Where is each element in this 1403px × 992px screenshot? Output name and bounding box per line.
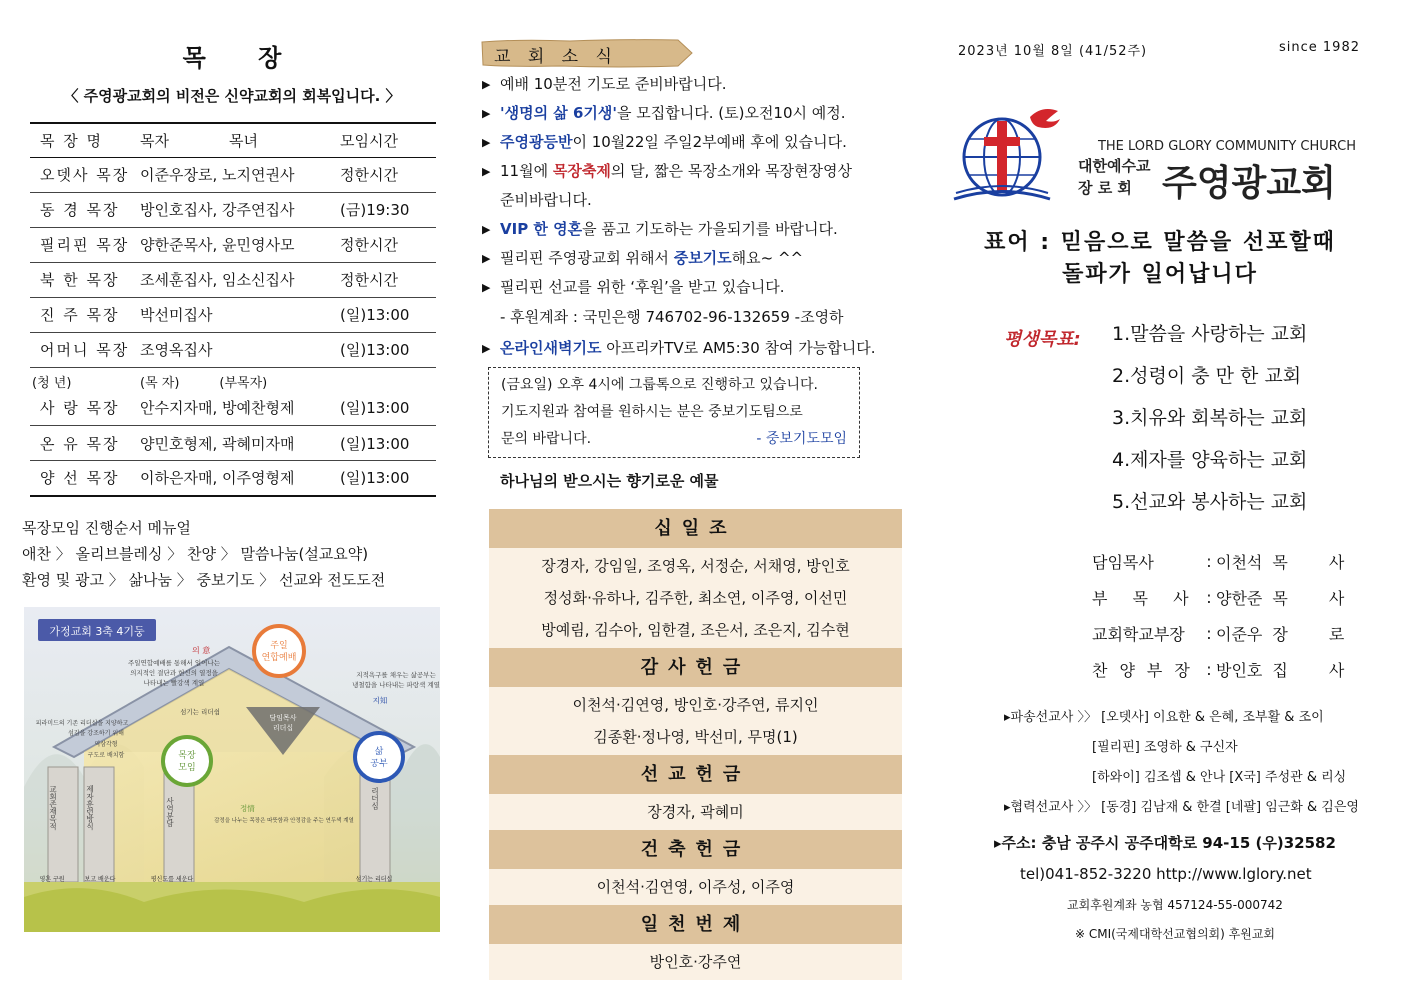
goal-item: 2.성령이 충 만 한 교회	[1112, 365, 1302, 387]
triangle-bullet-icon: ▶	[482, 107, 491, 120]
highlight-text: 주영광등반	[500, 133, 573, 151]
offering-heading: 건축헌금	[489, 830, 902, 869]
church-logo	[950, 59, 1370, 209]
svg-text:주일연합예배를 통해서 일어나는: 주일연합예배를 통해서 일어나는	[127, 659, 221, 667]
news-text: 필리핀 주영광교회 위해서	[500, 249, 674, 267]
svg-text:냉철함을 나타내는 파랑색 계열: 냉철함을 나타내는 파랑색 계열	[352, 681, 440, 689]
table-row: 어머니 목장 조영옥집사 (일)13:00	[30, 332, 436, 367]
donation-account: - 후원계좌 : 국민은행 746702-96-132659 -조영하	[500, 308, 844, 326]
list-item	[480, 334, 910, 363]
triangle-bullet-icon: ▶	[482, 342, 491, 355]
table-row: 필리핀 목장 양한준목사, 윤민영사모 정한시간	[30, 227, 436, 262]
svg-text:나타내는 빨강색 계열: 나타내는 빨강색 계열	[143, 679, 205, 687]
goals-label: 평생목표:	[1004, 329, 1081, 350]
list-item	[480, 70, 910, 99]
svg-text:평신도를 세운다: 평신도를 세운다	[150, 876, 194, 883]
header-cell: 목 장 명	[30, 123, 130, 157]
offering-names: 장경자, 곽혜미	[489, 794, 902, 830]
missionary-line: [하와이] 김조셉 & 안나 [X국] 주성관 & 리싱	[1092, 770, 1347, 785]
triangle-bullet-icon: ▶	[482, 252, 491, 265]
svg-text:섬김을 강조하기 위해: 섬김을 강조하기 위해	[68, 730, 124, 737]
church-contact: tel)041-852-3220 http://www.lglory.net	[1020, 865, 1312, 883]
svg-text:담임목사: 담임목사	[269, 714, 297, 722]
staff-row: 교회학교부장 : 이준우 장 로	[1092, 623, 1363, 644]
svg-text:구도로 배치함: 구도로 배치함	[87, 752, 125, 759]
staff-row: 담임목사 : 이천석 목 사	[1092, 551, 1363, 572]
table-row: 사 랑 목장 안수지자매, 방예찬형제 (일)13:00	[30, 391, 436, 426]
prayer-signature: - 중보기도모임	[756, 431, 847, 447]
svg-text:연합예배: 연합예배	[261, 653, 297, 663]
right-column	[950, 40, 1370, 947]
list-item	[480, 215, 910, 244]
globe-cross-icon	[954, 109, 1060, 199]
goal-item: 3.치유와 회복하는 교회	[1112, 407, 1308, 429]
svg-text:모임: 모임	[178, 763, 196, 773]
logo-korean: 주영광교회	[1162, 163, 1336, 204]
news-text: 을 모집합니다. (토)오전10시 예정.	[617, 104, 846, 122]
list-item	[480, 128, 910, 157]
svg-text:삶: 삶	[374, 747, 384, 757]
offering-names: 이천석·김연영, 방인호·강주연, 류지인 김종환·정나영, 박선미, 무명(1)	[489, 687, 902, 755]
svg-text:지知: 지知	[372, 696, 388, 705]
svg-text:사역분담: 사역분담	[165, 797, 175, 827]
svg-text:의지적인 결단과 헌신의 열정을: 의지적인 결단과 헌신의 열정을	[130, 669, 218, 677]
highlight-text: 목장축제	[552, 162, 611, 180]
header-cell: 목자 목녀	[130, 123, 330, 157]
cell-meeting-menu	[22, 515, 442, 593]
svg-text:리더십: 리더십	[370, 787, 380, 810]
svg-text:의 意: 의 意	[192, 646, 211, 655]
svg-text:지적욕구를 채우는 삶공부는: 지적욕구를 채우는 삶공부는	[356, 671, 436, 679]
list-item	[480, 244, 910, 273]
goal-item: 4.제자를 양육하는 교회	[1112, 449, 1308, 471]
highlight-text: VIP 한 영혼	[500, 220, 583, 238]
news-text: 이 10월22일 주일2부예배 후에 있습니다.	[572, 133, 847, 151]
svg-text:목장: 목장	[178, 751, 196, 761]
svg-text:감정을 나누는 목장은 따뜻함과 안정감을 주는 연두색 계: 감정을 나누는 목장은 따뜻함과 안정감을 주는 연두색 계열	[214, 818, 354, 824]
offerings-title: 하나님의 받으시는 향기로운 예물	[500, 472, 719, 490]
svg-text:섬기는 리더십: 섬기는 리더십	[355, 876, 393, 883]
logo-sub1: 대한예수교	[1078, 157, 1151, 175]
svg-text:역삼각형: 역삼각형	[94, 741, 118, 748]
news-text: 을 품고 기도하는 가을되기를 바랍니다.	[582, 220, 838, 238]
youth-subheader-row: (청 년) (목 자) (부목자)	[32, 375, 268, 391]
middle-column	[480, 38, 910, 491]
highlight-text: 온라인새벽기도	[500, 339, 602, 357]
list-item	[480, 157, 910, 186]
triangle-bullet-icon: ▶	[482, 281, 491, 294]
staff-row: 부 목 사 : 양한준 목 사	[1092, 587, 1363, 608]
triangle-bullet-icon: ▶	[482, 223, 491, 236]
table-row: 진 주 목장 박선미집사 (일)13:00	[30, 297, 436, 332]
offering-heading: 감사헌금	[489, 648, 902, 687]
svg-text:섬기는 리더쉽: 섬기는 리더쉽	[180, 708, 220, 716]
cmi-note: ※ CMI(국제대학선교협의회) 후원교회	[1074, 927, 1275, 941]
offering-names: 방인호·강주연	[489, 944, 902, 980]
offering-heading: 십일조	[489, 509, 902, 548]
triangle-bullet-icon: ▶	[482, 136, 491, 149]
intercession-prayer-box: (금요일) 오후 4시에 그룹톡으로 진행하고 있습니다. 기도지원과 참여를 원하시는 분은 중보기도팀으로 문의 바랍니다. - 중보기도모임	[488, 367, 860, 458]
svg-text:피라미드의 기존 리더십을 지양하고: 피라미드의 기존 리더십을 지양하고	[35, 720, 129, 727]
offering-names: 장경자, 강임일, 조영옥, 서정순, 서채영, 방인호 정성화·유하나, 김주한, 최소연, 이주영, 이선민 방예림, 김수아, 임한결, 조은서, 조은지, 김수현	[489, 548, 902, 648]
header-cell: 모임시간	[330, 123, 436, 157]
news-text: 해요~ ^^	[731, 249, 804, 267]
highlight-text: 중보기도	[673, 249, 732, 267]
motto	[950, 227, 1370, 291]
since-year: since 1982	[1279, 40, 1360, 55]
triangle-bullet-icon: ▶	[482, 165, 491, 178]
motto-line: 표어 : 믿음으로 말씀을 선포할때	[984, 230, 1336, 255]
news-list	[480, 70, 910, 302]
missionary-line: ▸협력선교사 〉〉 [동경] 김남재 & 한결 [네팔] 임근화 & 김은영	[1004, 800, 1359, 815]
svg-text:리더십: 리더십	[272, 724, 294, 732]
list-item-continued: 준비바랍니다.	[500, 191, 592, 209]
illustration-tag: 가정교회 3축 4기둥	[49, 625, 145, 638]
news-text: 아프리카TV로 AM5:30 참여 가능합니다.	[601, 339, 876, 357]
svg-text:제자훈련방식: 제자훈련방식	[85, 785, 95, 830]
offerings-list	[489, 509, 902, 980]
missionaries	[950, 703, 1370, 823]
table-row: 북 한 목장 조세훈집사, 임소신집사 정한시간	[30, 262, 436, 297]
left-column	[22, 38, 442, 593]
table-row: 온 유 목장 양민호형제, 곽혜미자매 (일)13:00	[30, 426, 436, 461]
staff-list	[950, 543, 1370, 687]
svg-text:주일: 주일	[270, 641, 288, 651]
menu-title: 목장모임 진행순서 메뉴얼	[22, 518, 191, 537]
banner-label: 교 회 소 식	[494, 47, 618, 67]
motto-line: 돌파가 일어납니다	[1062, 262, 1258, 287]
church-news-banner	[480, 38, 690, 68]
house-church-illustration	[24, 607, 440, 932]
list-item	[480, 99, 910, 128]
offering-heading: 선교헌금	[489, 755, 902, 794]
cell-group-title: 목 장	[182, 44, 304, 72]
svg-text:교회존재목적: 교회존재목적	[48, 785, 58, 830]
bulletin-date: 2023년 10월 8일 (41/52주)	[958, 44, 1148, 59]
svg-text:공부: 공부	[370, 759, 388, 769]
table-row: 동 경 목장 방인호집사, 강주연집사 (금)19:30	[30, 192, 436, 227]
table-row: 오뎃사 목장 이준우장로, 노지연권사 정한시간	[30, 157, 436, 192]
news-list	[480, 334, 910, 363]
church-address: ▸주소: 충남 공주시 공주대학로 94-15 (우)32582	[994, 834, 1336, 852]
goal-item: 1.말씀을 사랑하는 교회	[1112, 323, 1308, 345]
lifetime-goals	[950, 319, 1370, 525]
svg-text:정情: 정情	[240, 804, 255, 813]
table-row: 양 선 목장 이하은자매, 이주영형제 (일)13:00	[30, 461, 436, 496]
menu-line: 환영 및 광고 〉 삶나눔 〉 중보기도 〉 선교와 전도도전	[22, 570, 386, 589]
highlight-text: '생명의 삶 6기생'	[500, 104, 618, 122]
goal-item: 5.선교와 봉사하는 교회	[1112, 491, 1308, 513]
svg-text:영혼 구원: 영혼 구원	[39, 876, 65, 883]
news-text: 필리핀 선교를 위한 ‘후원’을 받고 있습니다.	[500, 278, 785, 296]
offering-names: 이천석·김연영, 이주성, 이주영	[489, 869, 902, 905]
list-item	[480, 273, 910, 302]
news-text: 11월에	[500, 162, 553, 180]
logo-english: THE LORD GLORY COMMUNITY CHURCH	[1097, 139, 1356, 154]
menu-line: 애찬 〉 올리브블레싱 〉 찬양 〉 말씀나눔(설교요약)	[22, 544, 369, 563]
missionary-line: [필리핀] 조영하 & 구신자	[1092, 740, 1238, 755]
news-text: 의 달, 짧은 목장소개와 목장현장영상	[610, 162, 853, 180]
table-header-row	[30, 123, 436, 157]
cell-group-table	[30, 122, 436, 497]
vision-statement: 〈 주영광교회의 비전은 신약교회의 회복입니다. 〉	[63, 87, 401, 105]
news-text: 예배 10분전 기도로 준비바랍니다.	[500, 75, 727, 93]
support-account: 교회후원계좌 농협 457124-55-000742	[1067, 898, 1283, 912]
bulletin-date-row	[950, 40, 1370, 59]
offering-heading: 일천번제	[489, 905, 902, 944]
staff-row: 찬양부장 : 방인호 집 사	[1092, 659, 1363, 680]
svg-text:보고 배운다: 보고 배운다	[84, 876, 116, 883]
missionary-line: ▸파송선교사 〉〉 [오뎃사] 이요한 & 은혜, 조부활 & 조이	[1004, 710, 1324, 725]
logo-sub2: 장 로 회	[1078, 179, 1132, 197]
triangle-bullet-icon: ▶	[482, 78, 491, 91]
